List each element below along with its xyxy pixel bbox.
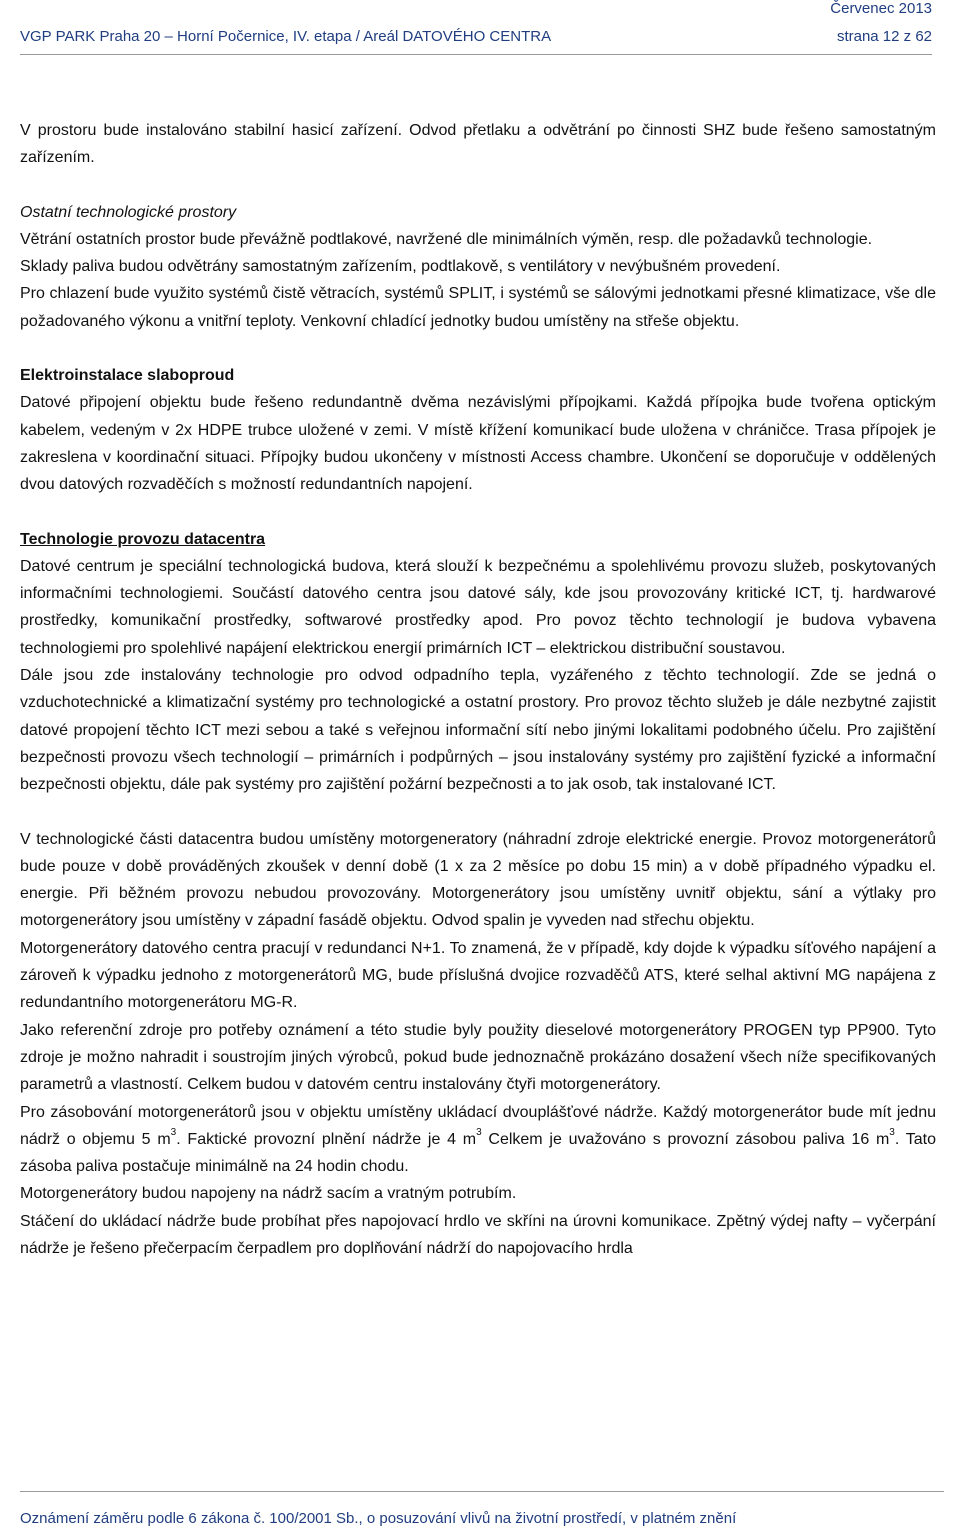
superscript-3: 3 — [889, 1127, 895, 1139]
header-date: Červenec 2013 — [830, 0, 932, 17]
section-title-ostatni: Ostatní technologické prostory — [20, 203, 237, 221]
page-footer — [20, 1491, 940, 1527]
section-title-technologie: Technologie provozu datacentra — [20, 530, 266, 548]
header-divider — [20, 54, 932, 55]
paragraph-motor-2: Motorgenerátory datového centra pracují v redundanci N+1. To znamená, že v případě, kdy dojde k výpadku síťového napájení a zároveň k výpadku jednoho z motorgenerátorů MG, bude příslušná dvojice rozvaděčů ATS, které selhal aktivní MG napájena z redundantního motorgenerátoru MG-R. — [20, 939, 936, 1012]
paragraph-motor-4: Pro zásobování motorgenerátorů jsou v objektu umístěny ukládací dvouplášťové nádrže. Každý motorgenerátor bude mít jednu nádrž o objemu 5 $m^3$. Faktické provozní plnění nádrže je 4 $m^3$ Celkem je uvažováno s provozní zásobou paliva 16 $m^3$. Tato zásoba paliva postačuje minimálně na 24 hodin chodu. — [20, 1103, 937, 1176]
paragraph-motor-5: Motorgenerátory budou napojeny na nádrž sacím a vratným potrubím. — [20, 1185, 517, 1203]
paragraph-ostatni-2: Sklady paliva budou odvětrány samostatným zařízením, podtlakově, s ventilátory v nevýbušném provedení. — [20, 258, 781, 276]
paragraph-motor-3: Jako referenční zdroje pro potřeby oznámení a této studie byly použity dieselové motorgenerátory PROGEN typ PP900. Tyto zdroje je možno nahradit i soustrojím jiných výrobců, pokud bude jednoznačně prokázáno dosažení všech níže specifikovaných parametrů a vlastností. Celkem budou v datovém centru instalovány čtyři motorgenerátory. — [20, 1021, 936, 1094]
section-title-elektro: Elektroinstalace slaboproud — [20, 367, 235, 385]
paragraph-tech-2: Dále jsou zde instalovány technologie pro odvod odpadního tepla, vyzářeného z těchto technologií. Zde se jedná o vzduchotechnické a klimatizační systémy pro technologické a ostatní prostory. Pro provoz těchto služeb je dále nezbytné zajistit datové propojení těchto ICT mezi sebou a také s veřejnou informační sítí nebo jinými lokalitami podobného účelu. Pro zajištění bezpečnosti provozu všech technologií – primárních i podpůrných – jsou instalovány systémy pro zajištění fyzické a informační bezpečnosti objektu, dále pak systémy pro zajištění požární bezpečnosti a to jak osob, tak instalované ICT. — [20, 667, 936, 794]
paragraph-motor-1: V technologické části datacentra budou umístěny motorgeneratory (náhradní zdroje elektrické energie. Provoz motorgenerátorů bude pouze v době prováděných zkoušek v denní době (1 x za 2 měsíce po dobu 15 min) a v době případného výpadku el. energie. Při běžném provozu nebudou provozovány. Motorgenerátory jsou umístěny uvnitř objektu, sání a výtlaky pro motorgenerátory jsou umístěny v západní fasádě objektu. Odvod spalin je vyveden nad střechu objektu. — [20, 830, 936, 930]
header-project: VGP PARK Praha 20 – Horní Počernice, IV. etapa / Areál DATOVÉHO CENTRA — [20, 28, 552, 45]
superscript-3: 3 — [476, 1127, 482, 1139]
paragraph-elektro-1: Datové připojení objektu bude řešeno redundantně dvěma nezávislými přípojkami. Každá přípojka bude tvořena optickým kabelem, vedeným v 2x HDPE trubce uložené v zemi. V místě křížení komunikací bude uložena v chráničce. Trasa přípojek je zakreslena v koordinační situaci. Přípojky budou ukončeny v místnosti Access chambre. Ukončení se doporučuje v oddělených dvou datových rozvaděčích s možností redundantních napojení. — [20, 394, 936, 494]
paragraph-intro: V prostoru bude instalováno stabilní hasicí zařízení. Odvod přetlaku a odvětrání po činnosti SHZ bude řešeno samostatným zařízením. — [20, 122, 936, 167]
footer-text: Oznámení záměru podle 6 zákona č. 100/2001 Sb., o posuzování vlivů na životní prostředí, v platném znění — [20, 1510, 737, 1527]
header-page-number: strana 12 z 62 — [836, 28, 932, 45]
paragraph-tech-1: Datové centrum je speciální technologická budova, která slouží k bezpečnému a spolehlivému provozu služeb, poskytovaných informačními technologiemi. Součástí datového centra jsou datové sály, kde jsou provozovány kritické ICT, tj. hardwarové prostředky, komunikační prostředky, softwarové prostředky apod. Pro povoz těchto technologií je budova vybavena technologiemi pro spolehlivé napájení elektrickou energií primárních ICT – elektrickou distribuční soustavou. — [20, 557, 936, 657]
paragraph-motor-6: Stáčení do ukládací nádrže bude probíhat přes napojovací hrdlo ve skříni na úrovni komunikace. Zpětný výdej nafty – vyčerpání nádrže je řešeno přečerpacím čerpadlem pro doplňování nádrží do napojovacího hrdla — [20, 1212, 936, 1257]
paragraph-ostatni-3: Pro chlazení bude využito systémů čistě větracích, systémů SPLIT, i systémů se sálovými jednotkami přesné klimatizace, vše dle požadovaného výkonu a vnitřní teploty. Venkovní chladící jednotky budou umístěny na střeše objektu. — [20, 285, 936, 330]
superscript-3: 3 — [170, 1127, 177, 1139]
paragraph-ostatni-1: Větrání ostatních prostor bude převážně podtlakové, navržené dle minimálních výměn, resp. dle požadavků technologie. — [20, 230, 873, 248]
page-header — [20, 0, 932, 56]
document-body — [20, 117, 936, 1262]
footer-divider — [20, 1491, 944, 1492]
